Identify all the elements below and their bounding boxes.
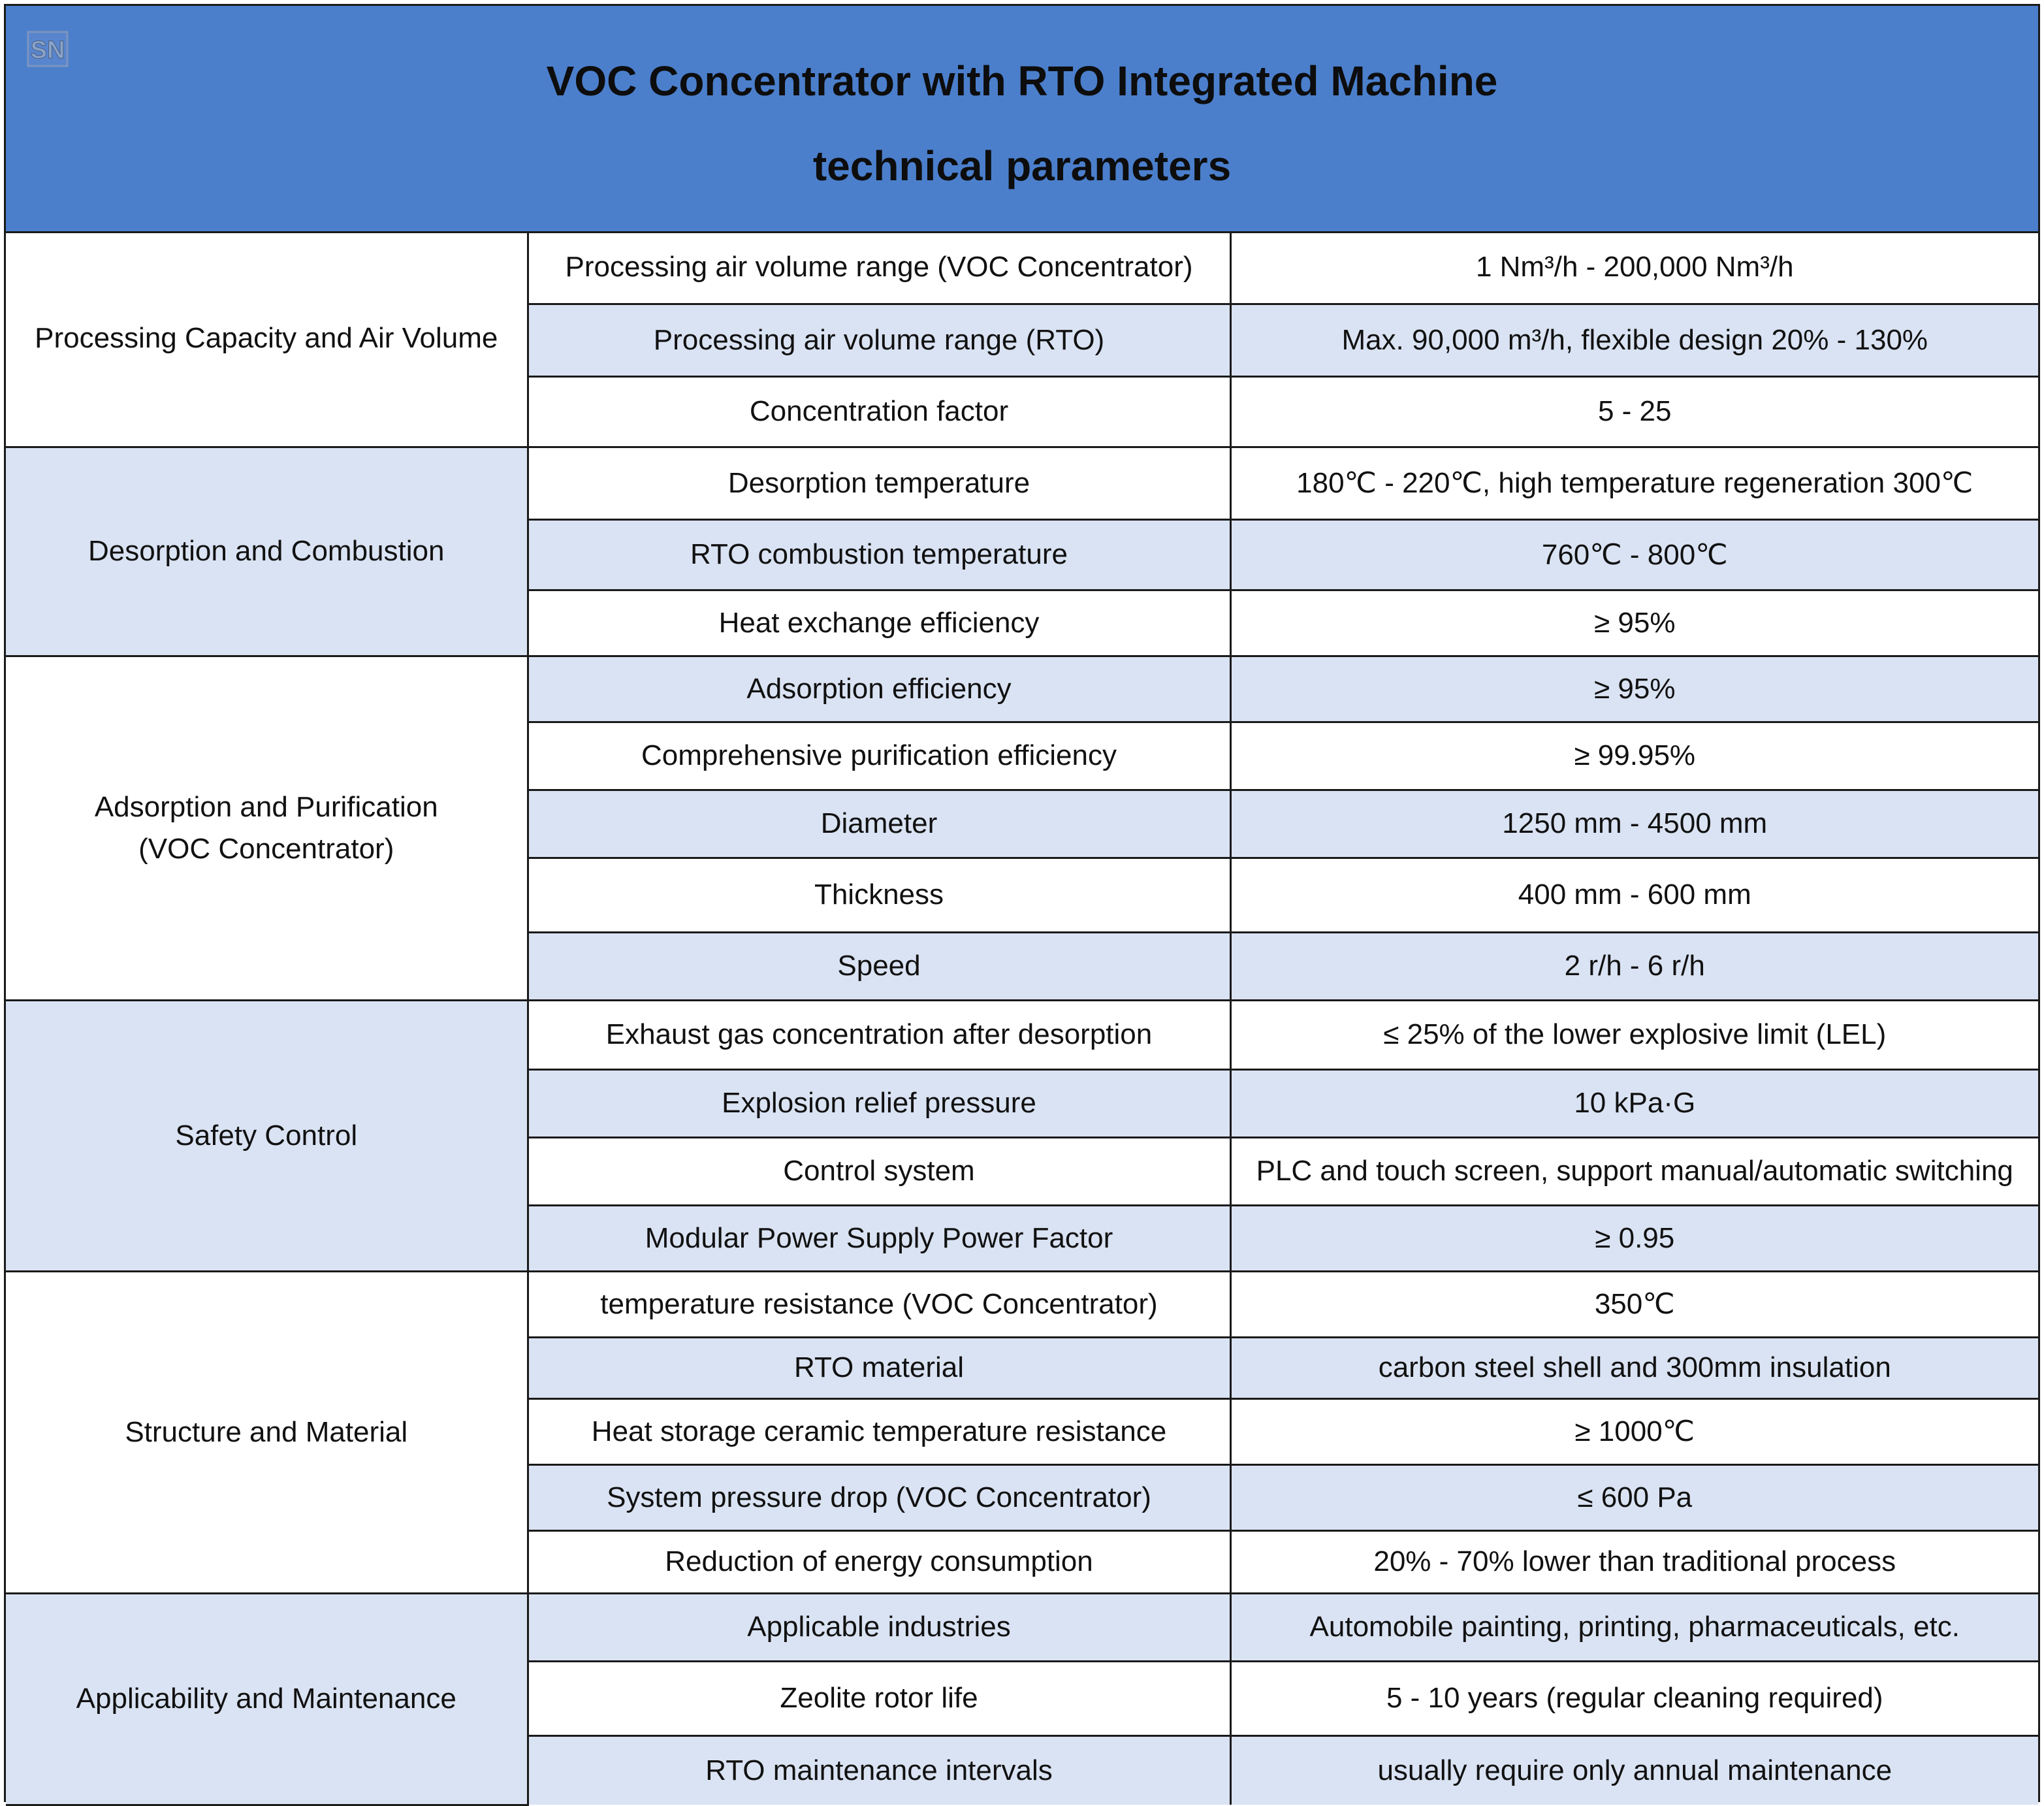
parameter-cell: Explosion relief pressure: [528, 1069, 1230, 1137]
category-label: Desorption and Combustion: [88, 535, 445, 567]
value-cell: usually require only annual maintenance: [1230, 1735, 2038, 1805]
table-row: [6, 656, 2038, 722]
value-cell: ≥ 0.95: [1230, 1205, 2038, 1271]
category-label-line2: (VOC Concentrator): [138, 832, 394, 865]
value-cell: 1250 mm - 4500 mm: [1230, 790, 2038, 858]
value-cell: 2 r/h - 6 r/h: [1230, 932, 2038, 1000]
table-row: [6, 1593, 2038, 1661]
parameter-cell: Adsorption efficiency: [528, 656, 1230, 722]
parameter-cell: Comprehensive purification efficiency: [528, 722, 1230, 790]
value-cell: ≥ 95%: [1230, 590, 2038, 656]
category-label: Applicability and Maintenance: [76, 1683, 456, 1715]
parameter-cell: Heat storage ceramic temperature resistance: [528, 1398, 1230, 1464]
parameter-cell: Modular Power Supply Power Factor: [528, 1205, 1230, 1271]
value-cell: PLC and touch screen, support manual/automatic switching: [1230, 1137, 2038, 1205]
page-title: VOC Concentrator with RTO Integrated Machine: [546, 57, 1498, 105]
value-cell: ≤ 25% of the lower explosive limit (LEL): [1230, 1000, 2038, 1069]
category-cell: [6, 656, 528, 1000]
value-cell: 5 - 10 years (regular cleaning required): [1230, 1661, 2038, 1735]
parameter-cell: Processing air volume range (VOC Concentrator): [528, 231, 1230, 304]
value-cell: 400 mm - 600 mm: [1230, 858, 2038, 932]
parameter-cell: Speed: [528, 932, 1230, 1000]
category-cell: [6, 231, 528, 447]
value-cell: Automobile painting, printing, pharmaceuticals, etc.: [1230, 1593, 2038, 1661]
category-label: Structure and Material: [125, 1415, 408, 1448]
parameter-cell: Control system: [528, 1137, 1230, 1205]
svg-text:SN: SN: [30, 37, 65, 64]
category-cell: [6, 1271, 528, 1593]
parameter-cell: System pressure drop (VOC Concentrator): [528, 1464, 1230, 1530]
category-label: Adsorption and Purification: [94, 790, 438, 823]
value-cell: 1 Nm³/h - 200,000 Nm³/h: [1230, 231, 2038, 304]
table-row: [6, 447, 2038, 519]
page-subtitle: technical parameters: [812, 142, 1232, 189]
parameter-cell: Concentration factor: [528, 376, 1230, 447]
table-row: [6, 1271, 2038, 1337]
parameter-cell: Diameter: [528, 790, 1230, 858]
category-label: Safety Control: [175, 1119, 358, 1152]
value-cell: 20% - 70% lower than traditional process: [1230, 1530, 2038, 1593]
parameter-cell: Zeolite rotor life: [528, 1661, 1230, 1735]
value-cell: ≤ 600 Pa: [1230, 1464, 2038, 1530]
value-cell: 10 kPa·G: [1230, 1069, 2038, 1137]
value-cell: ≥ 1000℃: [1230, 1398, 2038, 1464]
table-row: [6, 231, 2038, 304]
value-cell: 180℃ - 220℃, high temperature regeneration 300℃: [1230, 447, 2038, 519]
parameter-cell: Thickness: [528, 858, 1230, 932]
value-cell: Max. 90,000 m³/h, flexible design 20% - 130%: [1230, 304, 2038, 376]
parameter-cell: Reduction of energy consumption: [528, 1530, 1230, 1593]
title-banner: [6, 6, 2038, 233]
table-row: [6, 1000, 2038, 1069]
parameter-cell: temperature resistance (VOC Concentrator): [528, 1271, 1230, 1337]
value-cell: 760℃ - 800℃: [1230, 519, 2038, 590]
value-cell: ≥ 95%: [1230, 656, 2038, 722]
value-cell: 350℃: [1230, 1271, 2038, 1337]
parameter-cell: Heat exchange efficiency: [528, 590, 1230, 656]
value-cell: carbon steel shell and 300mm insulation: [1230, 1337, 2038, 1398]
category-label: Processing Capacity and Air Volume: [35, 322, 498, 355]
category-cell: [6, 1593, 528, 1805]
spec-sheet: [4, 4, 2040, 1802]
parameter-cell: Applicable industries: [528, 1593, 1230, 1661]
parameter-cell: RTO maintenance intervals: [528, 1735, 1230, 1805]
parameter-cell: RTO material: [528, 1337, 1230, 1398]
value-cell: ≥ 99.95%: [1230, 722, 2038, 790]
parameter-cell: Desorption temperature: [528, 447, 1230, 519]
parameter-cell: Exhaust gas concentration after desorption: [528, 1000, 1230, 1069]
parameters-table: [6, 231, 2038, 1806]
parameter-cell: RTO combustion temperature: [528, 519, 1230, 590]
parameter-cell: Processing air volume range (RTO): [528, 304, 1230, 376]
category-cell: [6, 1000, 528, 1271]
category-cell: [6, 447, 528, 656]
value-cell: 5 - 25: [1230, 376, 2038, 447]
